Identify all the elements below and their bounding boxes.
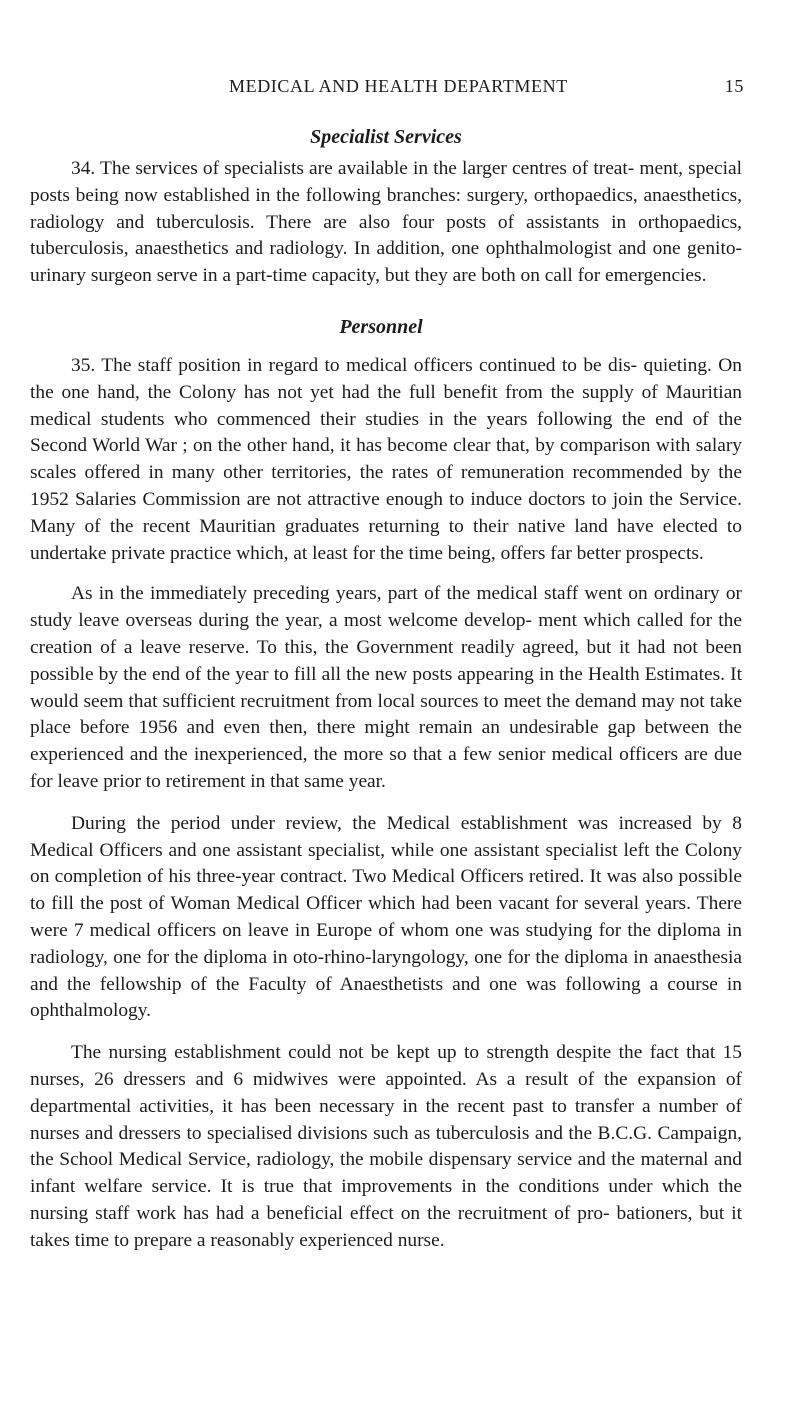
section-heading-personnel: Personnel <box>339 315 423 338</box>
running-header-title: MEDICAL AND HEALTH DEPARTMENT <box>229 76 568 96</box>
paragraph-nursing-establishment: The nursing establishment could not be kept up to strength despite the fact that 15 nurses, 26 dressers and 6 midwives were appointed. As a result of the expansion of departmental activities, it has been necessary in the recent past to transfer a number of nurses and dressers to specialised divisions such as tuberculosis and the B.C.G. Campaign, the School Medical Service, radiology, the mobile dispensary service and the maternal and infant welfare service. It is true that improvements in the conditions under which the nursing staff work has had a beneficial effect on the recruitment of pro- bationers, but it takes time to prepare a reasonably experienced nurse. <box>30 1042 742 1251</box>
section-heading-specialist-services: Specialist Services <box>310 126 462 148</box>
paragraph-35: 35. The staff position in regard to medical officers continued to be dis- quieting. On the one hand, the Colony has not yet had the full benefit from the supply of Mauritian medical students who commenced their studies in the years following the end of the Second World War ; on the other hand, it has become clear that, by comparison with salary scales offered in many other territories, the rates of remuneration recommended by the 1952 Salaries Commission are not attractive enough to induce doctors to join the Service. Many of the recent Mauritian graduates returning to their native land have elected to undertake private practice which, at least for the time being, offers far better prospects. <box>30 354 742 564</box>
page-body <box>30 72 742 1254</box>
page-number: 15 <box>724 76 744 96</box>
paragraph-medical-establishment: During the period under review, the Medical establishment was increased by 8 Medical Officers and one assistant specialist, while one assistant specialist left the Colony on completion of his three-year contract. Two Medical Officers retired. It was also possible to fill the post of Woman Medical Officer which had been vacant for several years. There were 7 medical officers on leave in Europe of whom one was studying for the diploma in radiology, one for the diploma in oto-rhino-laryngology, one for the diploma in anaesthesia and the fellowship of the Faculty of Anaesthetists and one was following a course in ophthalmology. <box>30 812 742 1022</box>
paragraph-leave-reserve: As in the immediately preceding years, part of the medical staff went on ordinary or study leave overseas during the year, a most welcome develop- ment which called for the creation of a leave reserve. To this, the Government readily agreed, but it had not been possible by the end of the year to fill all the new posts appearing in the Health Estimates. It would seem that sufficient recruitment from local sources to meet the demand may not take place before 1956 and even then, there might remain an undesirable gap between the experienced and the inexperienced, the more so that a few senior medical officers are due for leave prior to retirement in that same year. <box>30 583 742 792</box>
paragraph-34: 34. The services of specialists are available in the larger centres of treat- ment, special posts being now established in the following branches: surgery, orthopaedics, anaesthetics, radiology and tuberculosis. There are also four posts of assistants in orthopaedics, tuberculosis, anaesthetics and radiology. In addition, one ophthalmologist and one genito-urinary surgeon serve in a part-time capacity, but they are both on call for emergencies. <box>30 158 742 287</box>
